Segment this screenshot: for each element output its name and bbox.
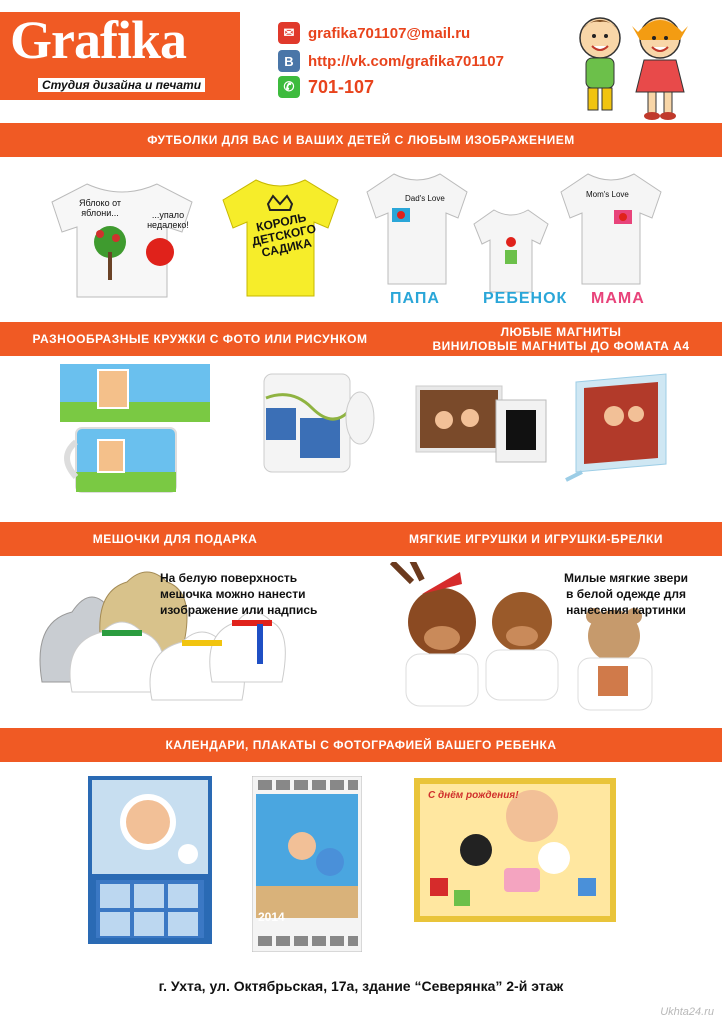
label-papa: ПАПА [390, 290, 440, 307]
bags-description [160, 570, 317, 618]
phone-text[interactable]: 701-107 [308, 76, 375, 97]
watermark: Ukhta24.ru [660, 1006, 714, 1018]
bags-desc-line-3: изображение или надпись [160, 603, 318, 617]
shirt-king-text: КОРОЛЬ ДЕТСКОГО САДИКА [250, 210, 318, 260]
mugs-magnets-banner [0, 322, 722, 356]
toys-description [540, 570, 712, 618]
tshirts-banner [0, 123, 722, 157]
bags-toys-banner [0, 522, 722, 556]
tshirts-title: ФУТБОЛКИ ДЛЯ ВАС И ВАШИХ ДЕТЕЙ С ЛЮБЫМ ИЗОБРАЖЕНИЕМ [147, 133, 575, 147]
shirt-papa-text: Dad's Love [405, 194, 445, 203]
calendar-winter [88, 776, 212, 944]
vk-contact[interactable] [278, 50, 504, 72]
calendar-year: 2014 [258, 910, 285, 924]
shirt-text-b: ...упало недалеко! [147, 210, 189, 230]
toys-desc-line-1: Милые мягкие звери [563, 571, 689, 585]
mugs-title: РАЗНООБРАЗНЫЕ КРУЖКИ С ФОТО ИЛИ РИСУНКОМ [32, 332, 368, 346]
tshirt-apple [42, 172, 202, 302]
email-contact[interactable] [278, 22, 470, 44]
toys-title: МЯГКИЕ ИГРУШКИ И ИГРУШКИ-БРЕЛКИ [409, 532, 663, 546]
calendars-title: КАЛЕНДАРИ, ПЛАКАТЫ С ФОТОГРАФИЕЙ ВАШЕГО РЕБЕНКА [165, 738, 557, 752]
label-child: РЕБЕНОК [483, 290, 568, 307]
magnets-title-2: ВИНИЛОВЫЕ МАГНИТЫ ДО ФОМАТА А4 [432, 339, 690, 353]
mug-photo [252, 368, 382, 478]
vk-icon: В [278, 50, 300, 72]
magnets-title-1: ЛЮБЫЕ МАГНИТЫ [500, 325, 622, 339]
toys-desc-line-3: нанесения картинки [566, 603, 686, 617]
email-text[interactable]: grafika701107@mail.ru [308, 24, 471, 42]
mug-print [58, 362, 218, 502]
calendar-family [252, 776, 362, 952]
acrylic-frame [556, 372, 676, 492]
bags-desc-line-2: мешочка можно нанести [160, 587, 306, 601]
phone-icon: ✆ [278, 76, 300, 98]
logo: Grafika [10, 10, 186, 70]
magnet-photo [414, 380, 554, 470]
shirt-text-a: Яблоко от яблони... [78, 198, 122, 218]
address: г. Ухта, ул. Октябрьская, 17а, здание “Северянка” 2-й этаж [158, 978, 564, 994]
calendars-banner [0, 728, 722, 762]
poster-greeting: С днём рождения! [428, 790, 519, 801]
phone-contact[interactable] [278, 76, 374, 98]
envelope-icon: ✉ [278, 22, 300, 44]
vk-link[interactable]: http://vk.com/grafika701107 [308, 52, 504, 70]
tshirt-papa [362, 168, 472, 288]
label-mama: МАМА [591, 290, 645, 307]
kids-illustration [560, 8, 710, 128]
shirt-mama-text: Mom's Love [586, 190, 629, 199]
tshirt-mama [556, 168, 666, 288]
bags-desc-line-1: На белую поверхность [160, 571, 298, 585]
bags-title: МЕШОЧКИ ДЛЯ ПОДАРКА [92, 532, 258, 546]
logo-subtitle: Студия дизайна и печати [38, 78, 205, 92]
tshirt-child [470, 206, 552, 296]
toys-desc-line-2: в белой одежде для [566, 587, 686, 601]
